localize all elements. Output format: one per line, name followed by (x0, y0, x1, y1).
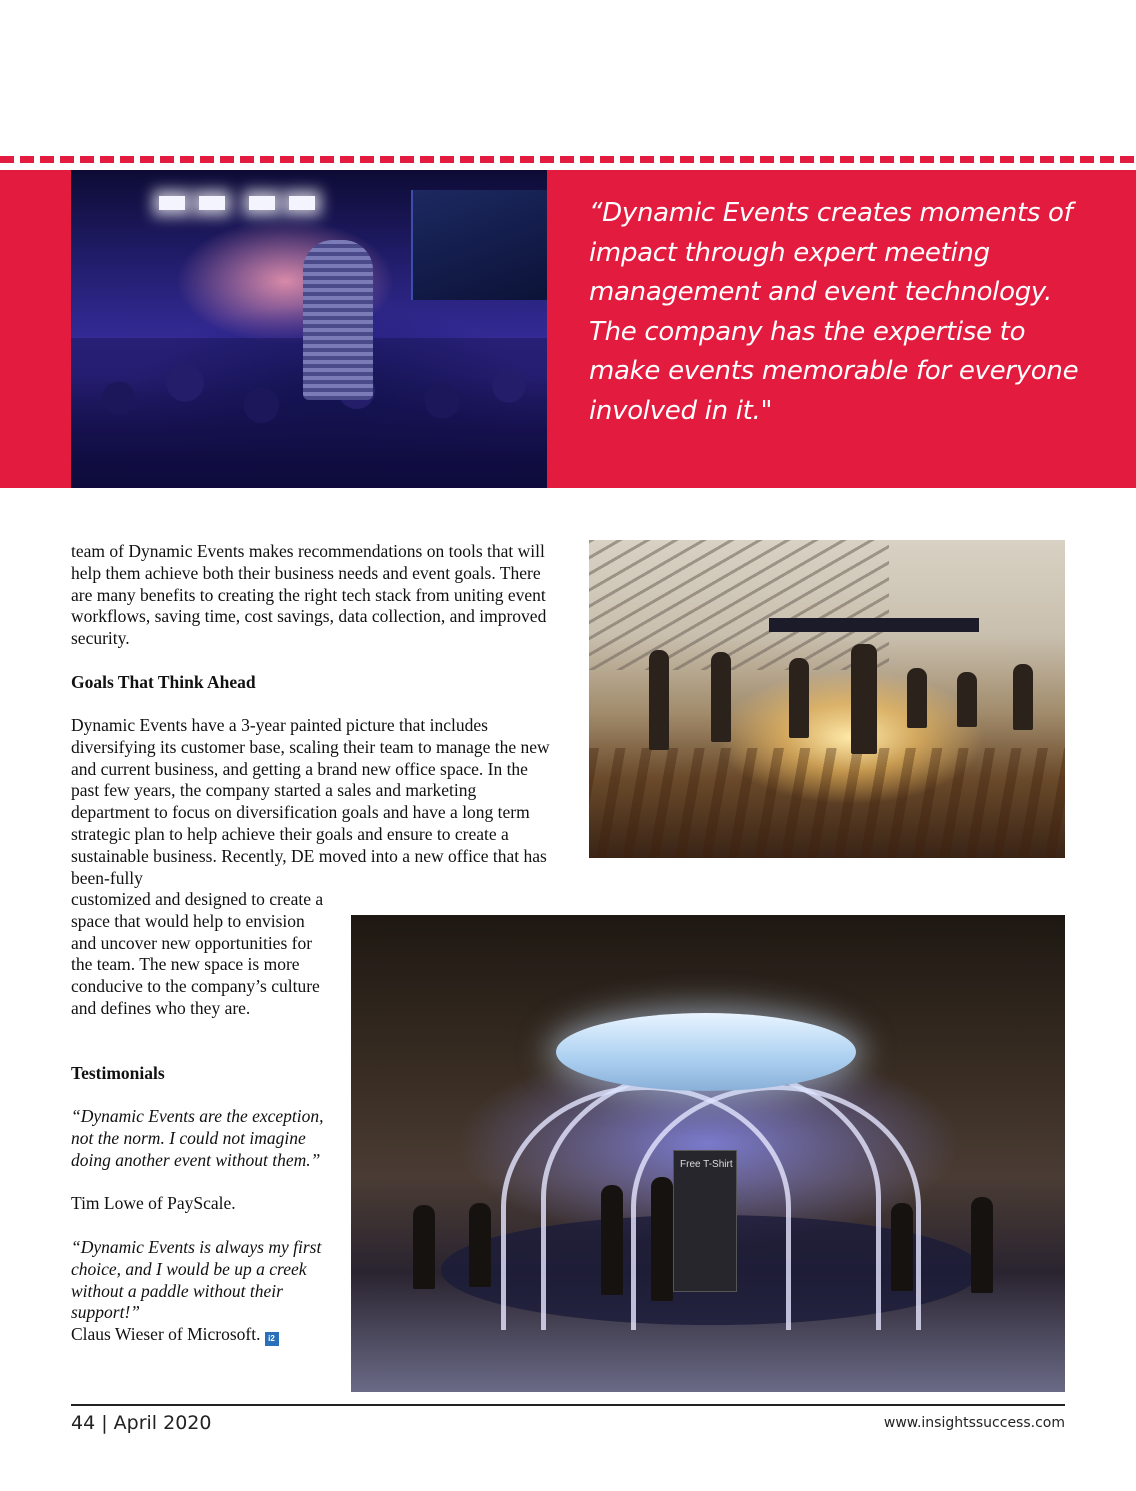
attendee (891, 1203, 913, 1291)
dome-led-ring (556, 1013, 856, 1091)
attendee (413, 1205, 435, 1289)
convention-hall-photo (589, 540, 1065, 858)
attendee (971, 1197, 993, 1293)
dashed-divider (0, 156, 1136, 163)
stage-light (199, 196, 225, 210)
attendee (469, 1203, 491, 1287)
testimonial-author-1: Tim Lowe of PayScale. (71, 1193, 236, 1213)
pull-quote: “Dynamic Events creates moments of impact through expert meeting management and event technology. The company has the expertise to make events memorable for everyone involved in it." (589, 198, 1079, 426)
hall-signage (769, 618, 979, 632)
walking-attendee (711, 652, 731, 742)
testimonial-author-2 (71, 1324, 333, 1346)
testimonial-author-2-text: Claus Wieser of Microsoft. (71, 1324, 261, 1344)
attendee (651, 1177, 673, 1301)
stage-light (159, 196, 185, 210)
body-paragraph-1: team of Dynamic Events makes recommendations on tools that will help them achieve both their business needs and event goals. There are many benefits to creating the right tech stack from uniting event workflows, saving time, cost savings, data collection, and improved security. (71, 541, 547, 649)
stage-light (249, 196, 275, 210)
end-mark-icon: i2 (265, 1332, 279, 1346)
walking-attendee (957, 672, 977, 727)
walking-attendee (907, 668, 927, 728)
stage-light (289, 196, 315, 210)
hall-staircase (589, 540, 889, 670)
heading-goals: Goals That Think Ahead (71, 672, 256, 692)
walking-attendee (1013, 664, 1033, 730)
heading-testimonials: Testimonials (71, 1063, 165, 1083)
testimonial-quote-2: “Dynamic Events is always my first choice, and I would be up a creek without a paddle without their support!” (71, 1237, 322, 1323)
body-paragraph-2: Dynamic Events have a 3-year painted picture that includes diversifying its customer base, scaling their team to manage the new and current business, and getting a brand new office space. In the past few years, the company started a sales and marketing department to focus on diversification goals and have a long term strategic plan to help achieve their goals and ensure to create a sustainable business. Recently, DE moved into a new office that has been-fully (71, 715, 550, 888)
dome-sign-text: Free T-Shirt (680, 1159, 733, 1170)
dome-info-sign (673, 1150, 737, 1292)
expo-dome-photo (351, 915, 1065, 1392)
footer-rule (71, 1404, 1065, 1406)
body-paragraph-2-narrow: customized and designed to create a space that would help to envision and uncover new opportunities for the team. The new space is more conducive to the company’s culture and defines who they are. (71, 889, 324, 1018)
stage-audience-photo (71, 170, 547, 488)
page-folio: 44 | April 2020 (71, 1412, 212, 1434)
hall-floor (589, 748, 1065, 858)
website-link[interactable]: www.insightssuccess.com (883, 1415, 1065, 1431)
walking-attendee (789, 658, 809, 738)
standing-attendee (303, 240, 373, 400)
attendee (601, 1185, 623, 1295)
walking-attendee (851, 644, 877, 754)
testimonial-quote-1: “Dynamic Events are the exception, not the norm. I could not imagine doing another event without them.” (71, 1106, 324, 1170)
walking-attendee (649, 650, 669, 750)
stage-screen (411, 190, 547, 300)
